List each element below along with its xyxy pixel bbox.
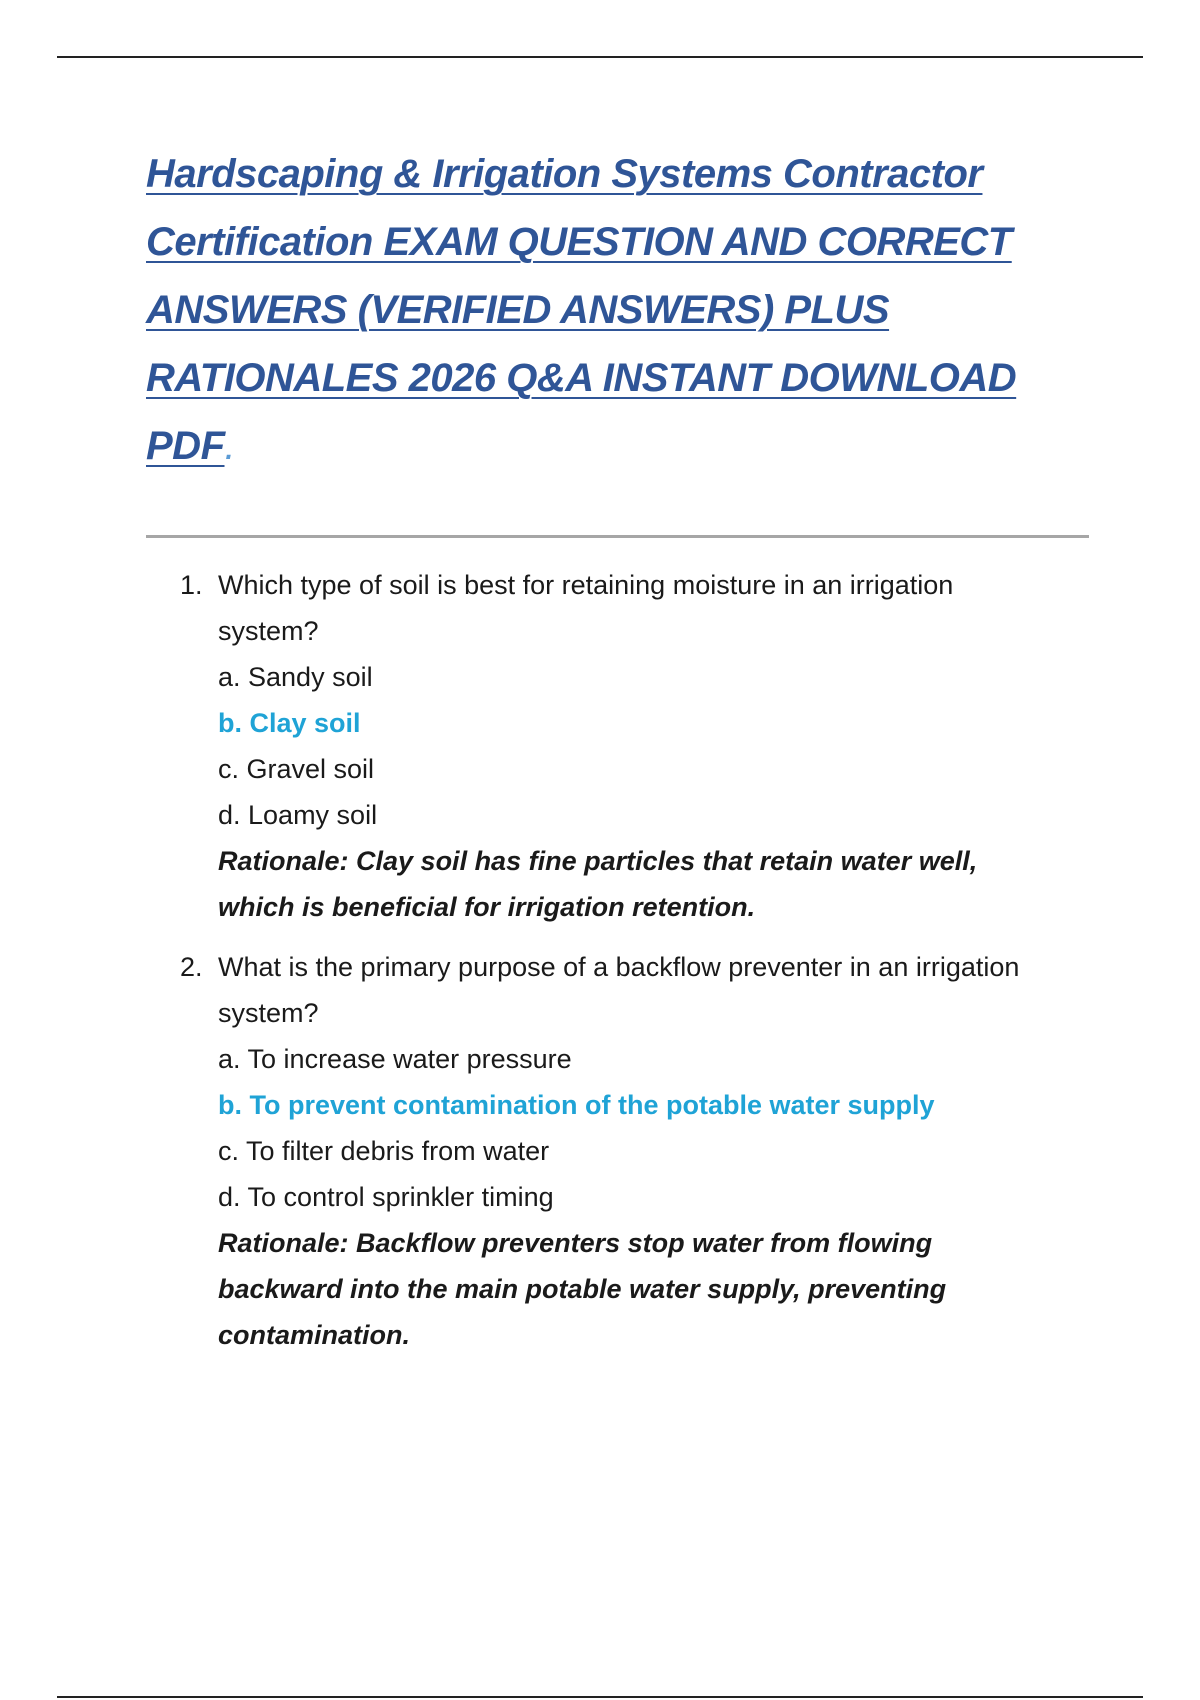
question-number: 1. — [180, 570, 203, 600]
document-title-suffix: . — [224, 424, 236, 468]
question-text: What is the primary purpose of a backflow preventer in an irrigation system? — [218, 952, 1020, 1028]
rationale-text: Rationale: Clay soil has fine particles that retain water well, which is beneficial for irrigation retention. — [218, 846, 978, 922]
answer-option: c. To filter debris from water — [218, 1136, 550, 1166]
rationale-text: Rationale: Backflow preventers stop water from flowing backward into the main potable water supply, preventing contamination. — [218, 1228, 947, 1350]
question-item — [180, 944, 1060, 1358]
answer-option-correct: b. Clay soil — [218, 708, 361, 738]
question-item — [180, 562, 1060, 930]
answer-option: a. To increase water pressure — [218, 1044, 572, 1074]
answer-option: a. Sandy soil — [218, 662, 373, 692]
answer-option: d. To control sprinkler timing — [218, 1182, 554, 1212]
question-text: Which type of soil is best for retaining moisture in an irrigation system? — [218, 570, 954, 646]
question-list — [180, 562, 1060, 1372]
document-title-text: Hardscaping & Irrigation Systems Contractor Certification EXAM QUESTION AND CORRECT ANSWERS (VERIFIED ANSWERS) PLUS RATIONALES 2026 Q&A INSTANT DOWNLOAD PDF — [146, 152, 1017, 468]
answer-option-correct: b. To prevent contamination of the potable water supply — [218, 1090, 935, 1120]
footer-rule — [57, 1696, 1143, 1698]
answer-option: d. Loamy soil — [218, 800, 378, 830]
header-rule — [57, 56, 1143, 58]
answer-option: c. Gravel soil — [218, 754, 375, 784]
document-title — [146, 140, 1076, 480]
question-number: 2. — [180, 952, 203, 982]
title-divider — [146, 535, 1089, 538]
